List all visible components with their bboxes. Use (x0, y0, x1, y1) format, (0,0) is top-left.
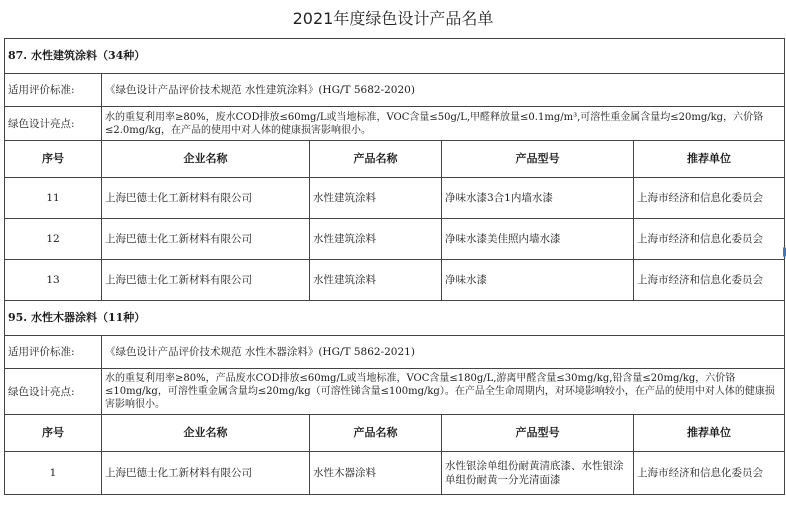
cell-company: 上海巴德士化工新材料有限公司 (102, 178, 310, 219)
cell-model: 净味水漆美佳照内墙水漆 (442, 219, 634, 260)
col-header-product: 产品名称 (310, 141, 442, 178)
standard-label: 适用评价标准: (5, 74, 102, 107)
cell-product: 水性建筑涂料 (310, 260, 442, 301)
standard-row (5, 336, 785, 369)
cell-company: 上海巴德士化工新材料有限公司 (102, 260, 310, 301)
table-row (5, 178, 785, 219)
col-header-product: 产品名称 (310, 415, 442, 452)
cell-product: 水性木器涂料 (310, 452, 442, 495)
cell-product: 水性建筑涂料 (310, 178, 442, 219)
standard-value: 《绿色设计产品评价技术规范 水性木器涂料》(HG/T 5862-2021) (102, 336, 785, 369)
cell-no: 12 (5, 219, 102, 260)
col-header-no: 序号 (5, 415, 102, 452)
col-header-no: 序号 (5, 141, 102, 178)
col-header-recommender: 推荐单位 (634, 415, 785, 452)
features-row (5, 107, 785, 141)
standard-value: 《绿色设计产品评价技术规范 水性建筑涂料》(HG/T 5682-2020) (102, 74, 785, 107)
col-header-model: 产品型号 (442, 415, 634, 452)
section-heading: 95. 水性木器涂料（11种） (5, 301, 785, 336)
features-label: 绿色设计亮点: (5, 369, 102, 415)
cell-no: 1 (5, 452, 102, 495)
cell-no: 11 (5, 178, 102, 219)
cell-recommender: 上海市经济和信息化委员会 (634, 452, 785, 495)
table-row (5, 452, 785, 495)
features-value: 水的重复利用率≥80%，产品废水COD排放≤60mg/L或当地标准，VOC含量≤180g/L,游离甲醛含量≤30mg/kg,铅含量≤20mg/kg，六价铬≤10mg/kg，可溶性重金属含量均≤20mg/kg（可溶性锑含量≤100mg/kg）。在产品全生命周期内，对环境影响较小，在产品的使用中对人体的健康损害影响很小。 (102, 369, 785, 415)
page-title: 2021年度绿色设计产品名单 (292, 9, 494, 28)
section-heading: 87. 水性建筑涂料（34种） (5, 39, 785, 74)
col-header-company: 企业名称 (102, 141, 310, 178)
table-row (5, 260, 785, 301)
cell-product: 水性建筑涂料 (310, 219, 442, 260)
col-header-model: 产品型号 (442, 141, 634, 178)
product-list-table (4, 38, 785, 495)
column-header-row (5, 415, 785, 452)
section-heading-row (5, 39, 785, 74)
column-header-row (5, 141, 785, 178)
cell-recommender: 上海市经济和信息化委员会 (634, 260, 785, 301)
cell-company: 上海巴德士化工新材料有限公司 (102, 452, 310, 495)
standard-label: 适用评价标准: (5, 336, 102, 369)
cell-recommender: 上海市经济和信息化委员会 (634, 178, 785, 219)
cell-recommender: 上海市经济和信息化委员会 (634, 219, 785, 260)
cell-model: 净味水漆3合1内墙水漆 (442, 178, 634, 219)
section-heading-row (5, 301, 785, 336)
features-row (5, 369, 785, 415)
standard-row (5, 74, 785, 107)
cell-model: 净味水漆 (442, 260, 634, 301)
table-row (5, 219, 785, 260)
cell-model: 水性银涂单组份耐黄清底漆、水性银涂单组份耐黄一分光清面漆 (442, 452, 634, 495)
cell-company: 上海巴德士化工新材料有限公司 (102, 219, 310, 260)
cell-no: 13 (5, 260, 102, 301)
features-label: 绿色设计亮点: (5, 107, 102, 141)
col-header-recommender: 推荐单位 (634, 141, 785, 178)
col-header-company: 企业名称 (102, 415, 310, 452)
features-value: 水的重复利用率≥80%，废水COD排放≤60mg/L或当地标准，VOC含量≤50g/L,甲醛释放量≤0.1mg/m³,可溶性重金属含量均≤20mg/kg，六价铬≤2.0mg/kg，在产品的使用中对人体的健康损害影响很小。 (102, 107, 785, 141)
